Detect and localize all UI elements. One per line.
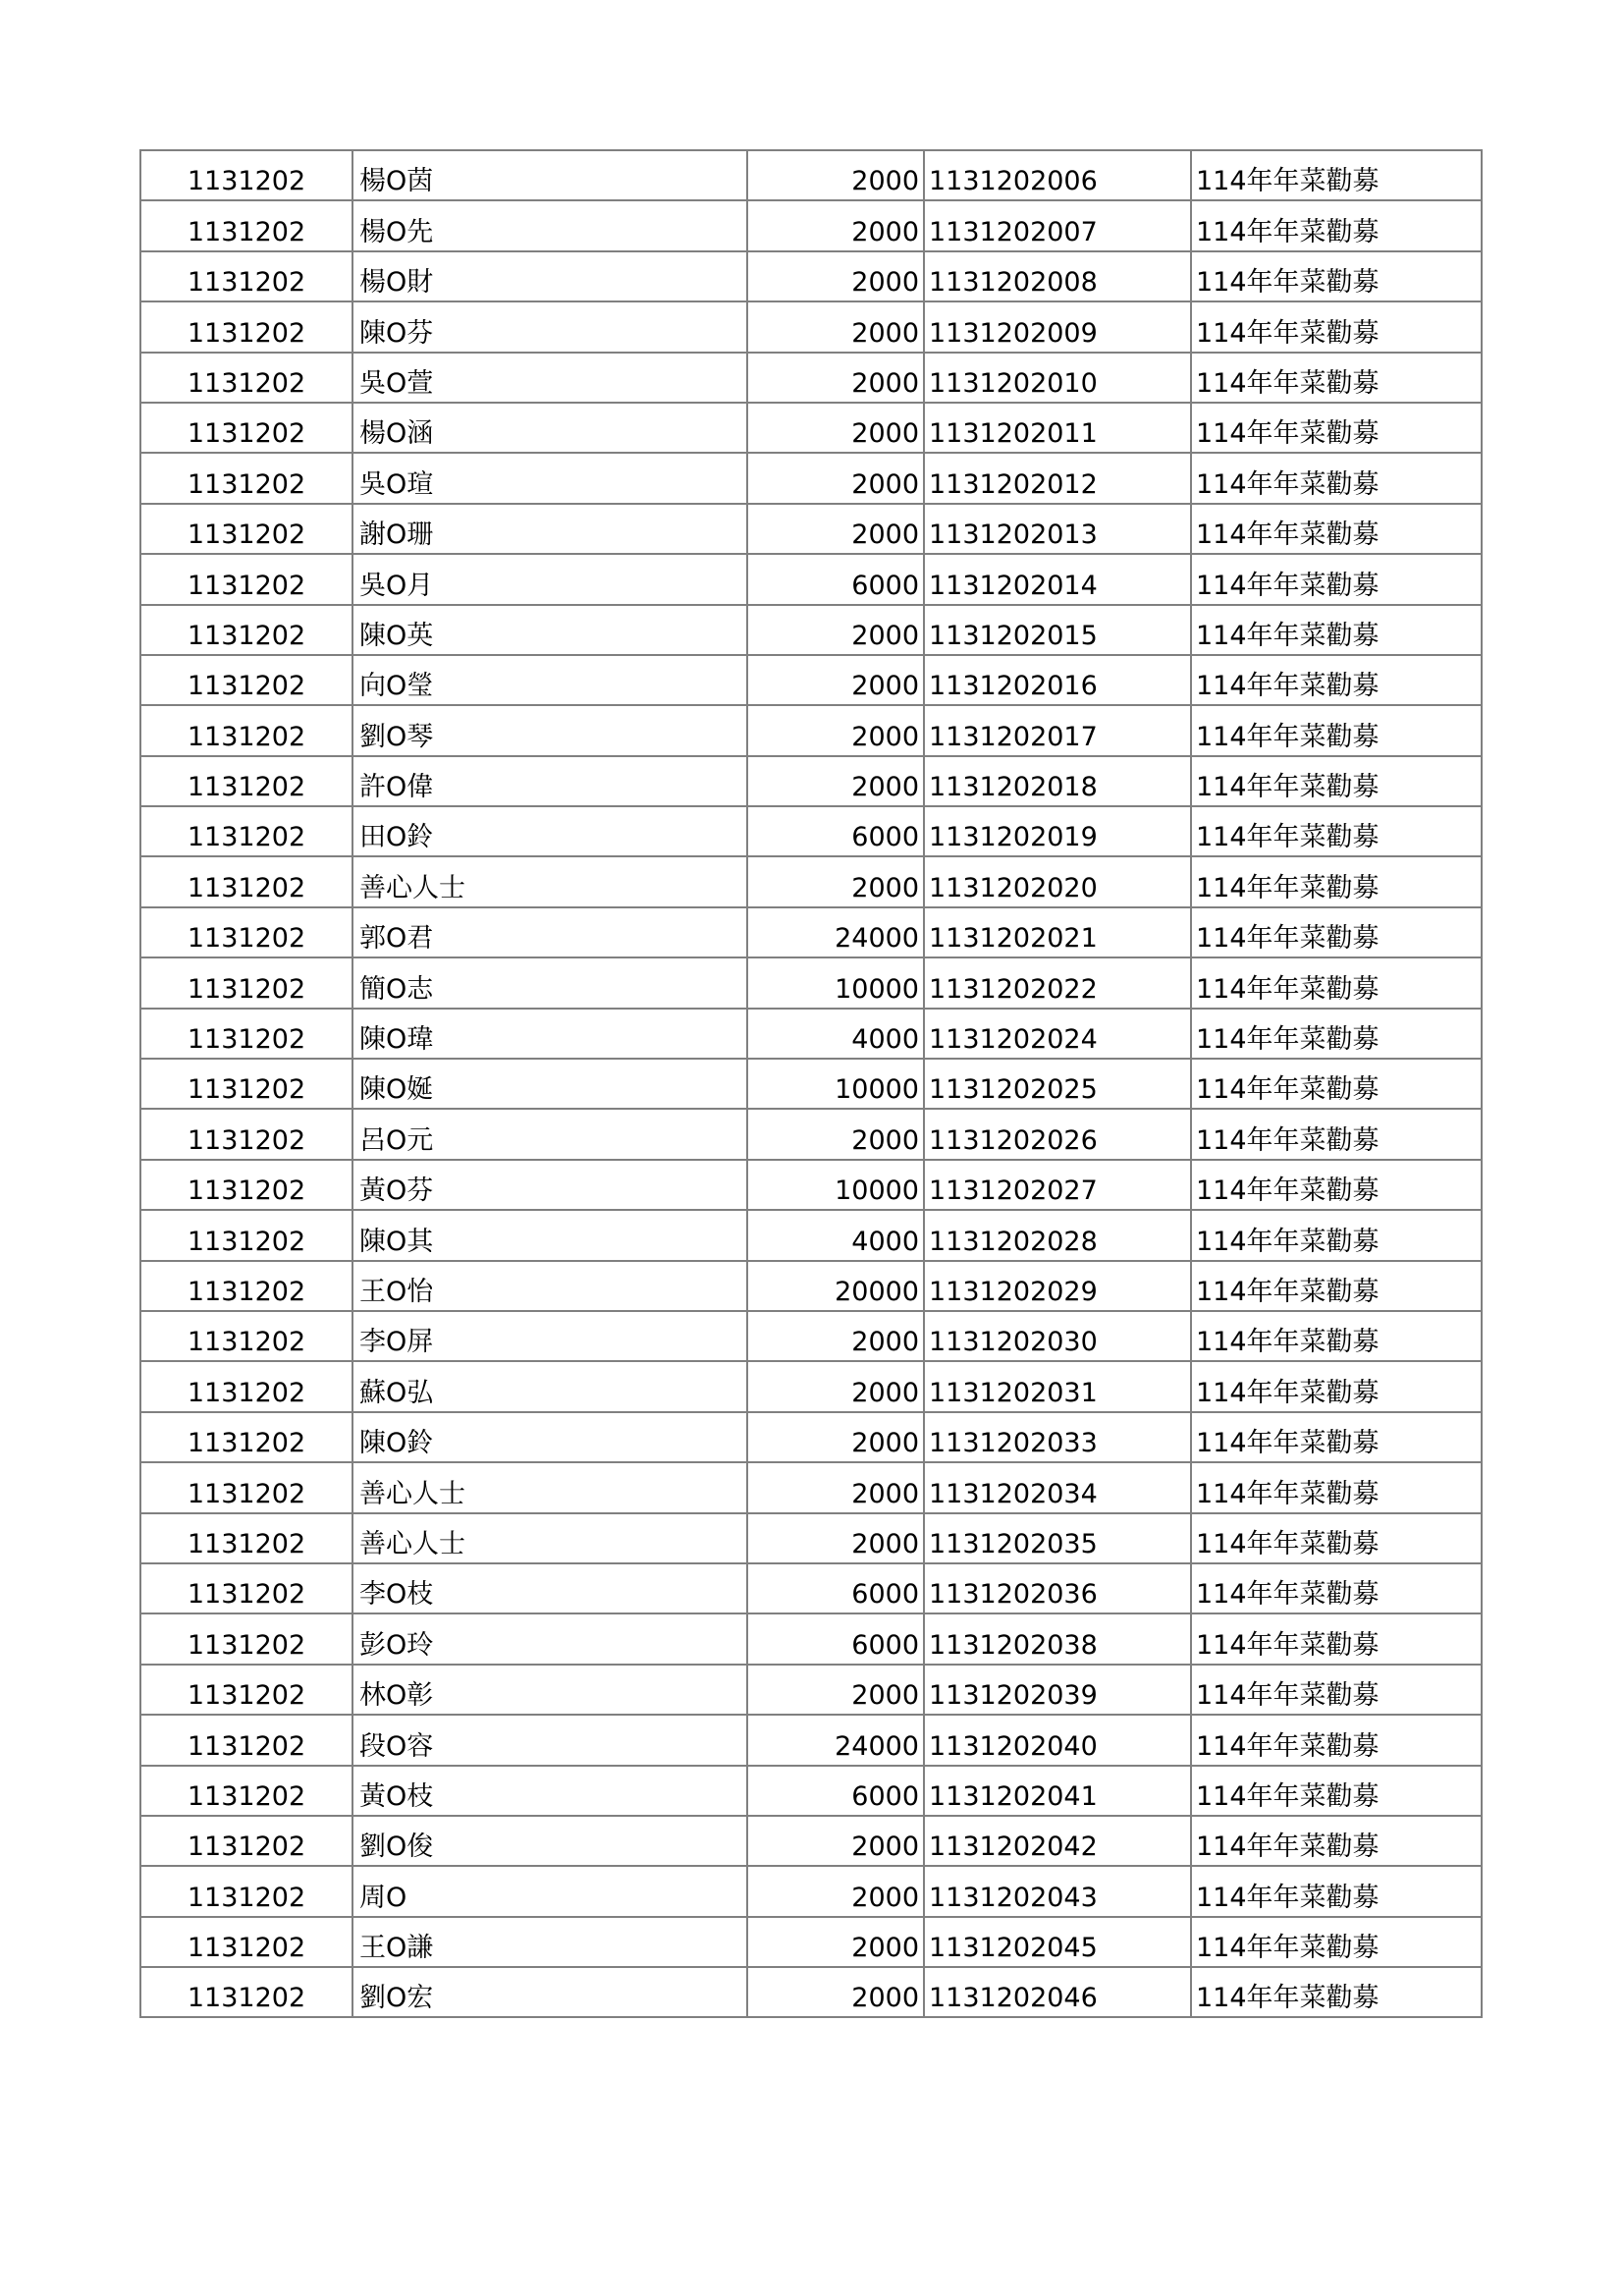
date-cell: 1131202 [140, 403, 352, 453]
receipt-number-cell: 1131202010 [924, 353, 1191, 403]
purpose-cell: 114年年菜勸募 [1191, 353, 1482, 403]
amount-cell: 10000 [747, 957, 924, 1008]
amount-cell: 4000 [747, 1009, 924, 1059]
date-cell: 1131202 [140, 504, 352, 554]
table-row [140, 353, 1482, 403]
table-row [140, 150, 1482, 200]
table-row [140, 1311, 1482, 1361]
receipt-number-cell: 1131202036 [924, 1563, 1191, 1613]
donor-name-cell: 許O偉 [352, 756, 747, 806]
purpose-cell: 114年年菜勸募 [1191, 453, 1482, 503]
receipt-number-cell: 1131202014 [924, 554, 1191, 604]
purpose-cell: 114年年菜勸募 [1191, 150, 1482, 200]
purpose-cell: 114年年菜勸募 [1191, 1109, 1482, 1159]
purpose-cell: 114年年菜勸募 [1191, 554, 1482, 604]
purpose-cell: 114年年菜勸募 [1191, 251, 1482, 301]
receipt-number-cell: 1131202041 [924, 1766, 1191, 1816]
date-cell: 1131202 [140, 655, 352, 705]
table-row [140, 1462, 1482, 1512]
receipt-number-cell: 1131202021 [924, 907, 1191, 957]
donor-name-cell: 吳O瑄 [352, 453, 747, 503]
amount-cell: 2000 [747, 856, 924, 906]
date-cell: 1131202 [140, 1613, 352, 1664]
receipt-number-cell: 1131202035 [924, 1513, 1191, 1563]
amount-cell: 2000 [747, 353, 924, 403]
amount-cell: 6000 [747, 806, 924, 856]
purpose-cell: 114年年菜勸募 [1191, 1059, 1482, 1109]
date-cell: 1131202 [140, 1917, 352, 1967]
table-row [140, 1816, 1482, 1866]
amount-cell: 2000 [747, 705, 924, 755]
table-row [140, 806, 1482, 856]
amount-cell: 2000 [747, 605, 924, 655]
amount-cell: 2000 [747, 1361, 924, 1411]
date-cell: 1131202 [140, 957, 352, 1008]
purpose-cell: 114年年菜勸募 [1191, 1261, 1482, 1311]
donor-name-cell: 李O枝 [352, 1563, 747, 1613]
purpose-cell: 114年年菜勸募 [1191, 907, 1482, 957]
purpose-cell: 114年年菜勸募 [1191, 756, 1482, 806]
receipt-number-cell: 1131202013 [924, 504, 1191, 554]
receipt-number-cell: 1131202018 [924, 756, 1191, 806]
table-row [140, 957, 1482, 1008]
purpose-cell: 114年年菜勸募 [1191, 1513, 1482, 1563]
table-row [140, 251, 1482, 301]
purpose-cell: 114年年菜勸募 [1191, 1715, 1482, 1765]
receipt-number-cell: 1131202024 [924, 1009, 1191, 1059]
date-cell: 1131202 [140, 1513, 352, 1563]
table-row [140, 1210, 1482, 1260]
table-row [140, 554, 1482, 604]
donor-name-cell: 楊O茵 [352, 150, 747, 200]
table-row [140, 1866, 1482, 1916]
purpose-cell: 114年年菜勸募 [1191, 403, 1482, 453]
receipt-number-cell: 1131202007 [924, 200, 1191, 250]
date-cell: 1131202 [140, 1311, 352, 1361]
donor-name-cell: 謝O珊 [352, 504, 747, 554]
receipt-number-cell: 1131202040 [924, 1715, 1191, 1765]
date-cell: 1131202 [140, 1462, 352, 1512]
donor-name-cell: 劉O琴 [352, 705, 747, 755]
donor-name-cell: 呂O元 [352, 1109, 747, 1159]
donation-table [139, 149, 1483, 2018]
date-cell: 1131202 [140, 353, 352, 403]
purpose-cell: 114年年菜勸募 [1191, 856, 1482, 906]
purpose-cell: 114年年菜勸募 [1191, 1311, 1482, 1361]
donor-name-cell: 吳O萱 [352, 353, 747, 403]
amount-cell: 2000 [747, 1109, 924, 1159]
receipt-number-cell: 1131202033 [924, 1412, 1191, 1462]
donor-name-cell: 蘇O弘 [352, 1361, 747, 1411]
receipt-number-cell: 1131202019 [924, 806, 1191, 856]
donor-name-cell: 陳O其 [352, 1210, 747, 1260]
purpose-cell: 114年年菜勸募 [1191, 1563, 1482, 1613]
donor-name-cell: 向O瑩 [352, 655, 747, 705]
receipt-number-cell: 1131202046 [924, 1967, 1191, 2017]
receipt-number-cell: 1131202045 [924, 1917, 1191, 1967]
purpose-cell: 114年年菜勸募 [1191, 1665, 1482, 1715]
purpose-cell: 114年年菜勸募 [1191, 655, 1482, 705]
purpose-cell: 114年年菜勸募 [1191, 605, 1482, 655]
date-cell: 1131202 [140, 1715, 352, 1765]
amount-cell: 2000 [747, 1816, 924, 1866]
donor-name-cell: 陳O芬 [352, 301, 747, 352]
receipt-number-cell: 1131202025 [924, 1059, 1191, 1109]
date-cell: 1131202 [140, 150, 352, 200]
table-row [140, 1160, 1482, 1210]
purpose-cell: 114年年菜勸募 [1191, 1412, 1482, 1462]
date-cell: 1131202 [140, 1210, 352, 1260]
purpose-cell: 114年年菜勸募 [1191, 1613, 1482, 1664]
table-row [140, 655, 1482, 705]
receipt-number-cell: 1131202030 [924, 1311, 1191, 1361]
table-row [140, 504, 1482, 554]
receipt-number-cell: 1131202016 [924, 655, 1191, 705]
receipt-number-cell: 1131202028 [924, 1210, 1191, 1260]
table-row [140, 1059, 1482, 1109]
table-row [140, 756, 1482, 806]
donor-name-cell: 善心人士 [352, 856, 747, 906]
amount-cell: 2000 [747, 504, 924, 554]
date-cell: 1131202 [140, 1766, 352, 1816]
donor-name-cell: 陳O瑋 [352, 1009, 747, 1059]
donor-name-cell: 簡O志 [352, 957, 747, 1008]
date-cell: 1131202 [140, 1967, 352, 2017]
amount-cell: 2000 [747, 453, 924, 503]
table-row [140, 200, 1482, 250]
receipt-number-cell: 1131202042 [924, 1816, 1191, 1866]
receipt-number-cell: 1131202009 [924, 301, 1191, 352]
table-row [140, 705, 1482, 755]
amount-cell: 2000 [747, 1917, 924, 1967]
table-row [140, 1412, 1482, 1462]
amount-cell: 2000 [747, 150, 924, 200]
date-cell: 1131202 [140, 605, 352, 655]
donor-name-cell: 楊O涵 [352, 403, 747, 453]
date-cell: 1131202 [140, 1563, 352, 1613]
amount-cell: 6000 [747, 1613, 924, 1664]
date-cell: 1131202 [140, 1059, 352, 1109]
date-cell: 1131202 [140, 453, 352, 503]
receipt-number-cell: 1131202022 [924, 957, 1191, 1008]
receipt-number-cell: 1131202006 [924, 150, 1191, 200]
table-row [140, 301, 1482, 352]
receipt-number-cell: 1131202017 [924, 705, 1191, 755]
donor-name-cell: 陳O娫 [352, 1059, 747, 1109]
table-row [140, 403, 1482, 453]
purpose-cell: 114年年菜勸募 [1191, 1766, 1482, 1816]
date-cell: 1131202 [140, 705, 352, 755]
donor-name-cell: 劉O宏 [352, 1967, 747, 2017]
receipt-number-cell: 1131202011 [924, 403, 1191, 453]
receipt-number-cell: 1131202026 [924, 1109, 1191, 1159]
amount-cell: 2000 [747, 1513, 924, 1563]
amount-cell: 2000 [747, 251, 924, 301]
receipt-number-cell: 1131202034 [924, 1462, 1191, 1512]
purpose-cell: 114年年菜勸募 [1191, 200, 1482, 250]
purpose-cell: 114年年菜勸募 [1191, 1210, 1482, 1260]
receipt-number-cell: 1131202031 [924, 1361, 1191, 1411]
donor-name-cell: 吳O月 [352, 554, 747, 604]
receipt-number-cell: 1131202015 [924, 605, 1191, 655]
amount-cell: 2000 [747, 1462, 924, 1512]
amount-cell: 2000 [747, 655, 924, 705]
table-row [140, 605, 1482, 655]
date-cell: 1131202 [140, 1361, 352, 1411]
purpose-cell: 114年年菜勸募 [1191, 301, 1482, 352]
receipt-number-cell: 1131202020 [924, 856, 1191, 906]
date-cell: 1131202 [140, 1816, 352, 1866]
donor-name-cell: 黃O芬 [352, 1160, 747, 1210]
amount-cell: 2000 [747, 1866, 924, 1916]
table-row [140, 1613, 1482, 1664]
date-cell: 1131202 [140, 1009, 352, 1059]
amount-cell: 4000 [747, 1210, 924, 1260]
date-cell: 1131202 [140, 251, 352, 301]
table-row [140, 1917, 1482, 1967]
donor-name-cell: 王O怡 [352, 1261, 747, 1311]
amount-cell: 6000 [747, 1766, 924, 1816]
table-row [140, 907, 1482, 957]
donor-name-cell: 田O鈴 [352, 806, 747, 856]
date-cell: 1131202 [140, 554, 352, 604]
date-cell: 1131202 [140, 856, 352, 906]
donor-name-cell: 楊O先 [352, 200, 747, 250]
amount-cell: 10000 [747, 1059, 924, 1109]
donor-name-cell: 郭O君 [352, 907, 747, 957]
donor-name-cell: 陳O英 [352, 605, 747, 655]
purpose-cell: 114年年菜勸募 [1191, 1866, 1482, 1916]
receipt-number-cell: 1131202038 [924, 1613, 1191, 1664]
table-row [140, 453, 1482, 503]
purpose-cell: 114年年菜勸募 [1191, 705, 1482, 755]
table-row [140, 1261, 1482, 1311]
table-row [140, 1361, 1482, 1411]
table-row [140, 1715, 1482, 1765]
amount-cell: 2000 [747, 1311, 924, 1361]
table-row [140, 1009, 1482, 1059]
amount-cell: 2000 [747, 403, 924, 453]
purpose-cell: 114年年菜勸募 [1191, 806, 1482, 856]
amount-cell: 6000 [747, 1563, 924, 1613]
amount-cell: 24000 [747, 907, 924, 957]
purpose-cell: 114年年菜勸募 [1191, 1009, 1482, 1059]
donor-name-cell: 善心人士 [352, 1513, 747, 1563]
table-row [140, 1563, 1482, 1613]
purpose-cell: 114年年菜勸募 [1191, 1816, 1482, 1866]
date-cell: 1131202 [140, 1109, 352, 1159]
donor-name-cell: 彭O玲 [352, 1613, 747, 1664]
date-cell: 1131202 [140, 1160, 352, 1210]
amount-cell: 2000 [747, 1665, 924, 1715]
donor-name-cell: 段O容 [352, 1715, 747, 1765]
date-cell: 1131202 [140, 200, 352, 250]
table-row [140, 1665, 1482, 1715]
table-row [140, 1967, 1482, 2017]
table-row [140, 856, 1482, 906]
date-cell: 1131202 [140, 1261, 352, 1311]
purpose-cell: 114年年菜勸募 [1191, 1462, 1482, 1512]
purpose-cell: 114年年菜勸募 [1191, 957, 1482, 1008]
amount-cell: 24000 [747, 1715, 924, 1765]
amount-cell: 2000 [747, 756, 924, 806]
amount-cell: 20000 [747, 1261, 924, 1311]
donor-name-cell: 陳O鈴 [352, 1412, 747, 1462]
amount-cell: 2000 [747, 200, 924, 250]
donation-table-container [139, 149, 1481, 2018]
amount-cell: 10000 [747, 1160, 924, 1210]
purpose-cell: 114年年菜勸募 [1191, 504, 1482, 554]
amount-cell: 2000 [747, 1412, 924, 1462]
date-cell: 1131202 [140, 907, 352, 957]
receipt-number-cell: 1131202012 [924, 453, 1191, 503]
donation-table-body [140, 150, 1482, 2017]
purpose-cell: 114年年菜勸募 [1191, 1361, 1482, 1411]
purpose-cell: 114年年菜勸募 [1191, 1160, 1482, 1210]
donor-name-cell: 善心人士 [352, 1462, 747, 1512]
date-cell: 1131202 [140, 806, 352, 856]
table-row [140, 1766, 1482, 1816]
purpose-cell: 114年年菜勸募 [1191, 1917, 1482, 1967]
receipt-number-cell: 1131202039 [924, 1665, 1191, 1715]
date-cell: 1131202 [140, 1412, 352, 1462]
table-row [140, 1109, 1482, 1159]
date-cell: 1131202 [140, 1665, 352, 1715]
donor-name-cell: 李O屏 [352, 1311, 747, 1361]
amount-cell: 2000 [747, 301, 924, 352]
receipt-number-cell: 1131202043 [924, 1866, 1191, 1916]
receipt-number-cell: 1131202027 [924, 1160, 1191, 1210]
amount-cell: 6000 [747, 554, 924, 604]
date-cell: 1131202 [140, 301, 352, 352]
donor-name-cell: 楊O財 [352, 251, 747, 301]
date-cell: 1131202 [140, 756, 352, 806]
donor-name-cell: 王O謙 [352, 1917, 747, 1967]
receipt-number-cell: 1131202008 [924, 251, 1191, 301]
amount-cell: 2000 [747, 1967, 924, 2017]
table-row [140, 1513, 1482, 1563]
date-cell: 1131202 [140, 1866, 352, 1916]
donor-name-cell: 劉O俊 [352, 1816, 747, 1866]
purpose-cell: 114年年菜勸募 [1191, 1967, 1482, 2017]
receipt-number-cell: 1131202029 [924, 1261, 1191, 1311]
donor-name-cell: 林O彰 [352, 1665, 747, 1715]
donor-name-cell: 周O [352, 1866, 747, 1916]
donor-name-cell: 黃O枝 [352, 1766, 747, 1816]
